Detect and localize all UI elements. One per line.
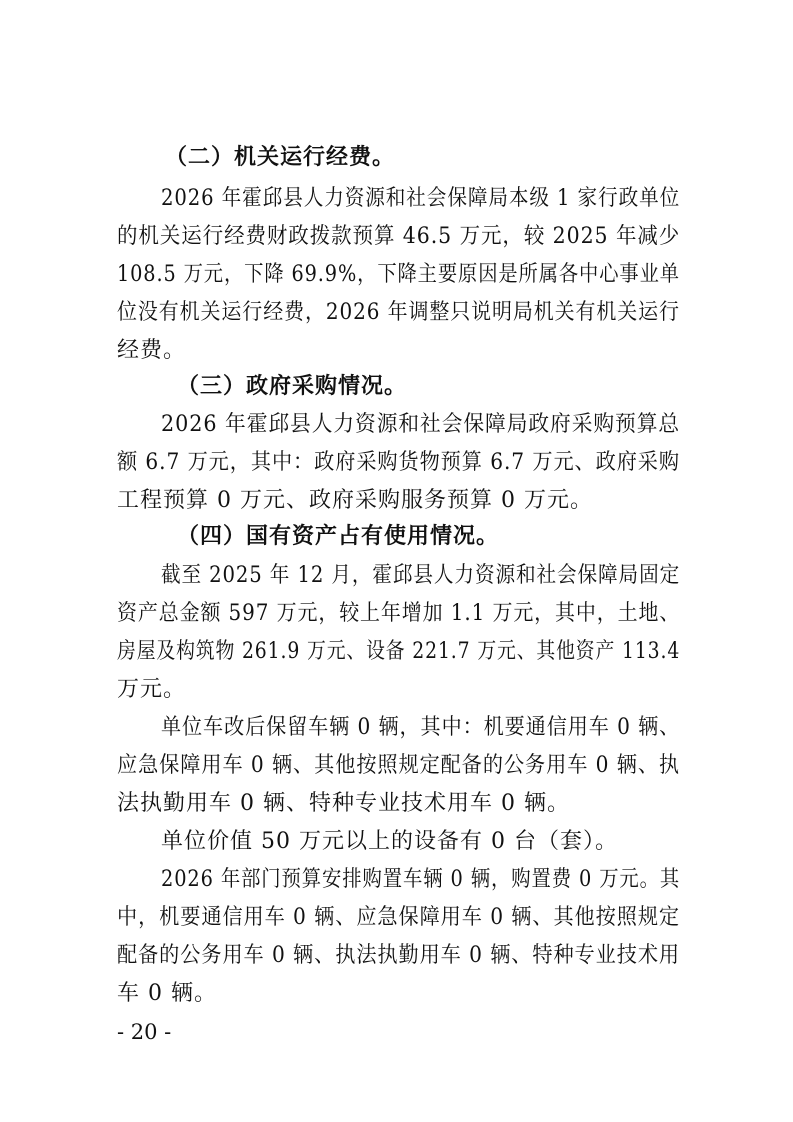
paragraph-line: 应急保障用车 0 辆、其他按照规定配备的公务用车 0 辆、执: [117, 753, 681, 778]
paragraph-line: 截至 2025 年 12 月，霍邱县人力资源和社会保障局固定: [161, 563, 681, 588]
section-heading-state-assets: （四）国有资产占有使用情况。: [177, 524, 500, 549]
paragraph-line: 车 0 辆。: [117, 981, 217, 1006]
paragraph-line: 的机关运行经费财政拨款预算 46.5 万元，较 2025 年减少: [117, 224, 681, 249]
paragraph-line: 位没有机关运行经费，2026 年调整只说明局机关有机关运行: [117, 300, 680, 325]
paragraph-line: 法执勤用车 0 辆、特种专业技术用车 0 辆。: [117, 791, 570, 816]
section-heading-operating-costs: （二）机关运行经费。: [165, 145, 396, 170]
paragraph-line: 工程预算 0 万元、政府采购服务预算 0 万元。: [117, 488, 593, 513]
paragraph-line: 2026 年部门预算安排购置车辆 0 辆，购置费 0 万元。其: [161, 867, 681, 892]
paragraph-line: 房屋及构筑物 261.9 万元、设备 221.7 万元、其他资产 113.4: [117, 639, 681, 664]
section-heading-procurement: （三）政府采购情况。: [177, 374, 408, 399]
paragraph-line: 108.5 万元，下降 69.9%，下降主要原因是所属各中心事业单: [117, 262, 680, 287]
paragraph-line: 2026 年霍邱县人力资源和社会保障局本级 1 家行政单位: [161, 186, 681, 211]
paragraph-line: 额 6.7 万元，其中：政府采购货物预算 6.7 万元、政府采购: [117, 450, 680, 475]
paragraph-line: 2026 年霍邱县人力资源和社会保障局政府采购预算总: [161, 412, 681, 437]
paragraph-line: 配备的公务用车 0 辆、执法执勤用车 0 辆、特种专业技术用: [117, 943, 681, 968]
paragraph-line: 单位价值 50 万元以上的设备有 0 台（套）。: [161, 829, 618, 854]
paragraph-line: 万元。: [117, 677, 187, 702]
paragraph-line: 中，机要通信用车 0 辆、应急保障用车 0 辆、其他按照规定: [117, 905, 681, 930]
page-number: - 20 -: [117, 1020, 172, 1044]
paragraph-line: 单位车改后保留车辆 0 辆，其中：机要通信用车 0 辆、: [161, 715, 681, 740]
paragraph-line: 经费。: [117, 338, 187, 363]
paragraph-line: 资产总金额 597 万元，较上年增加 1.1 万元，其中，土地、: [117, 601, 681, 626]
